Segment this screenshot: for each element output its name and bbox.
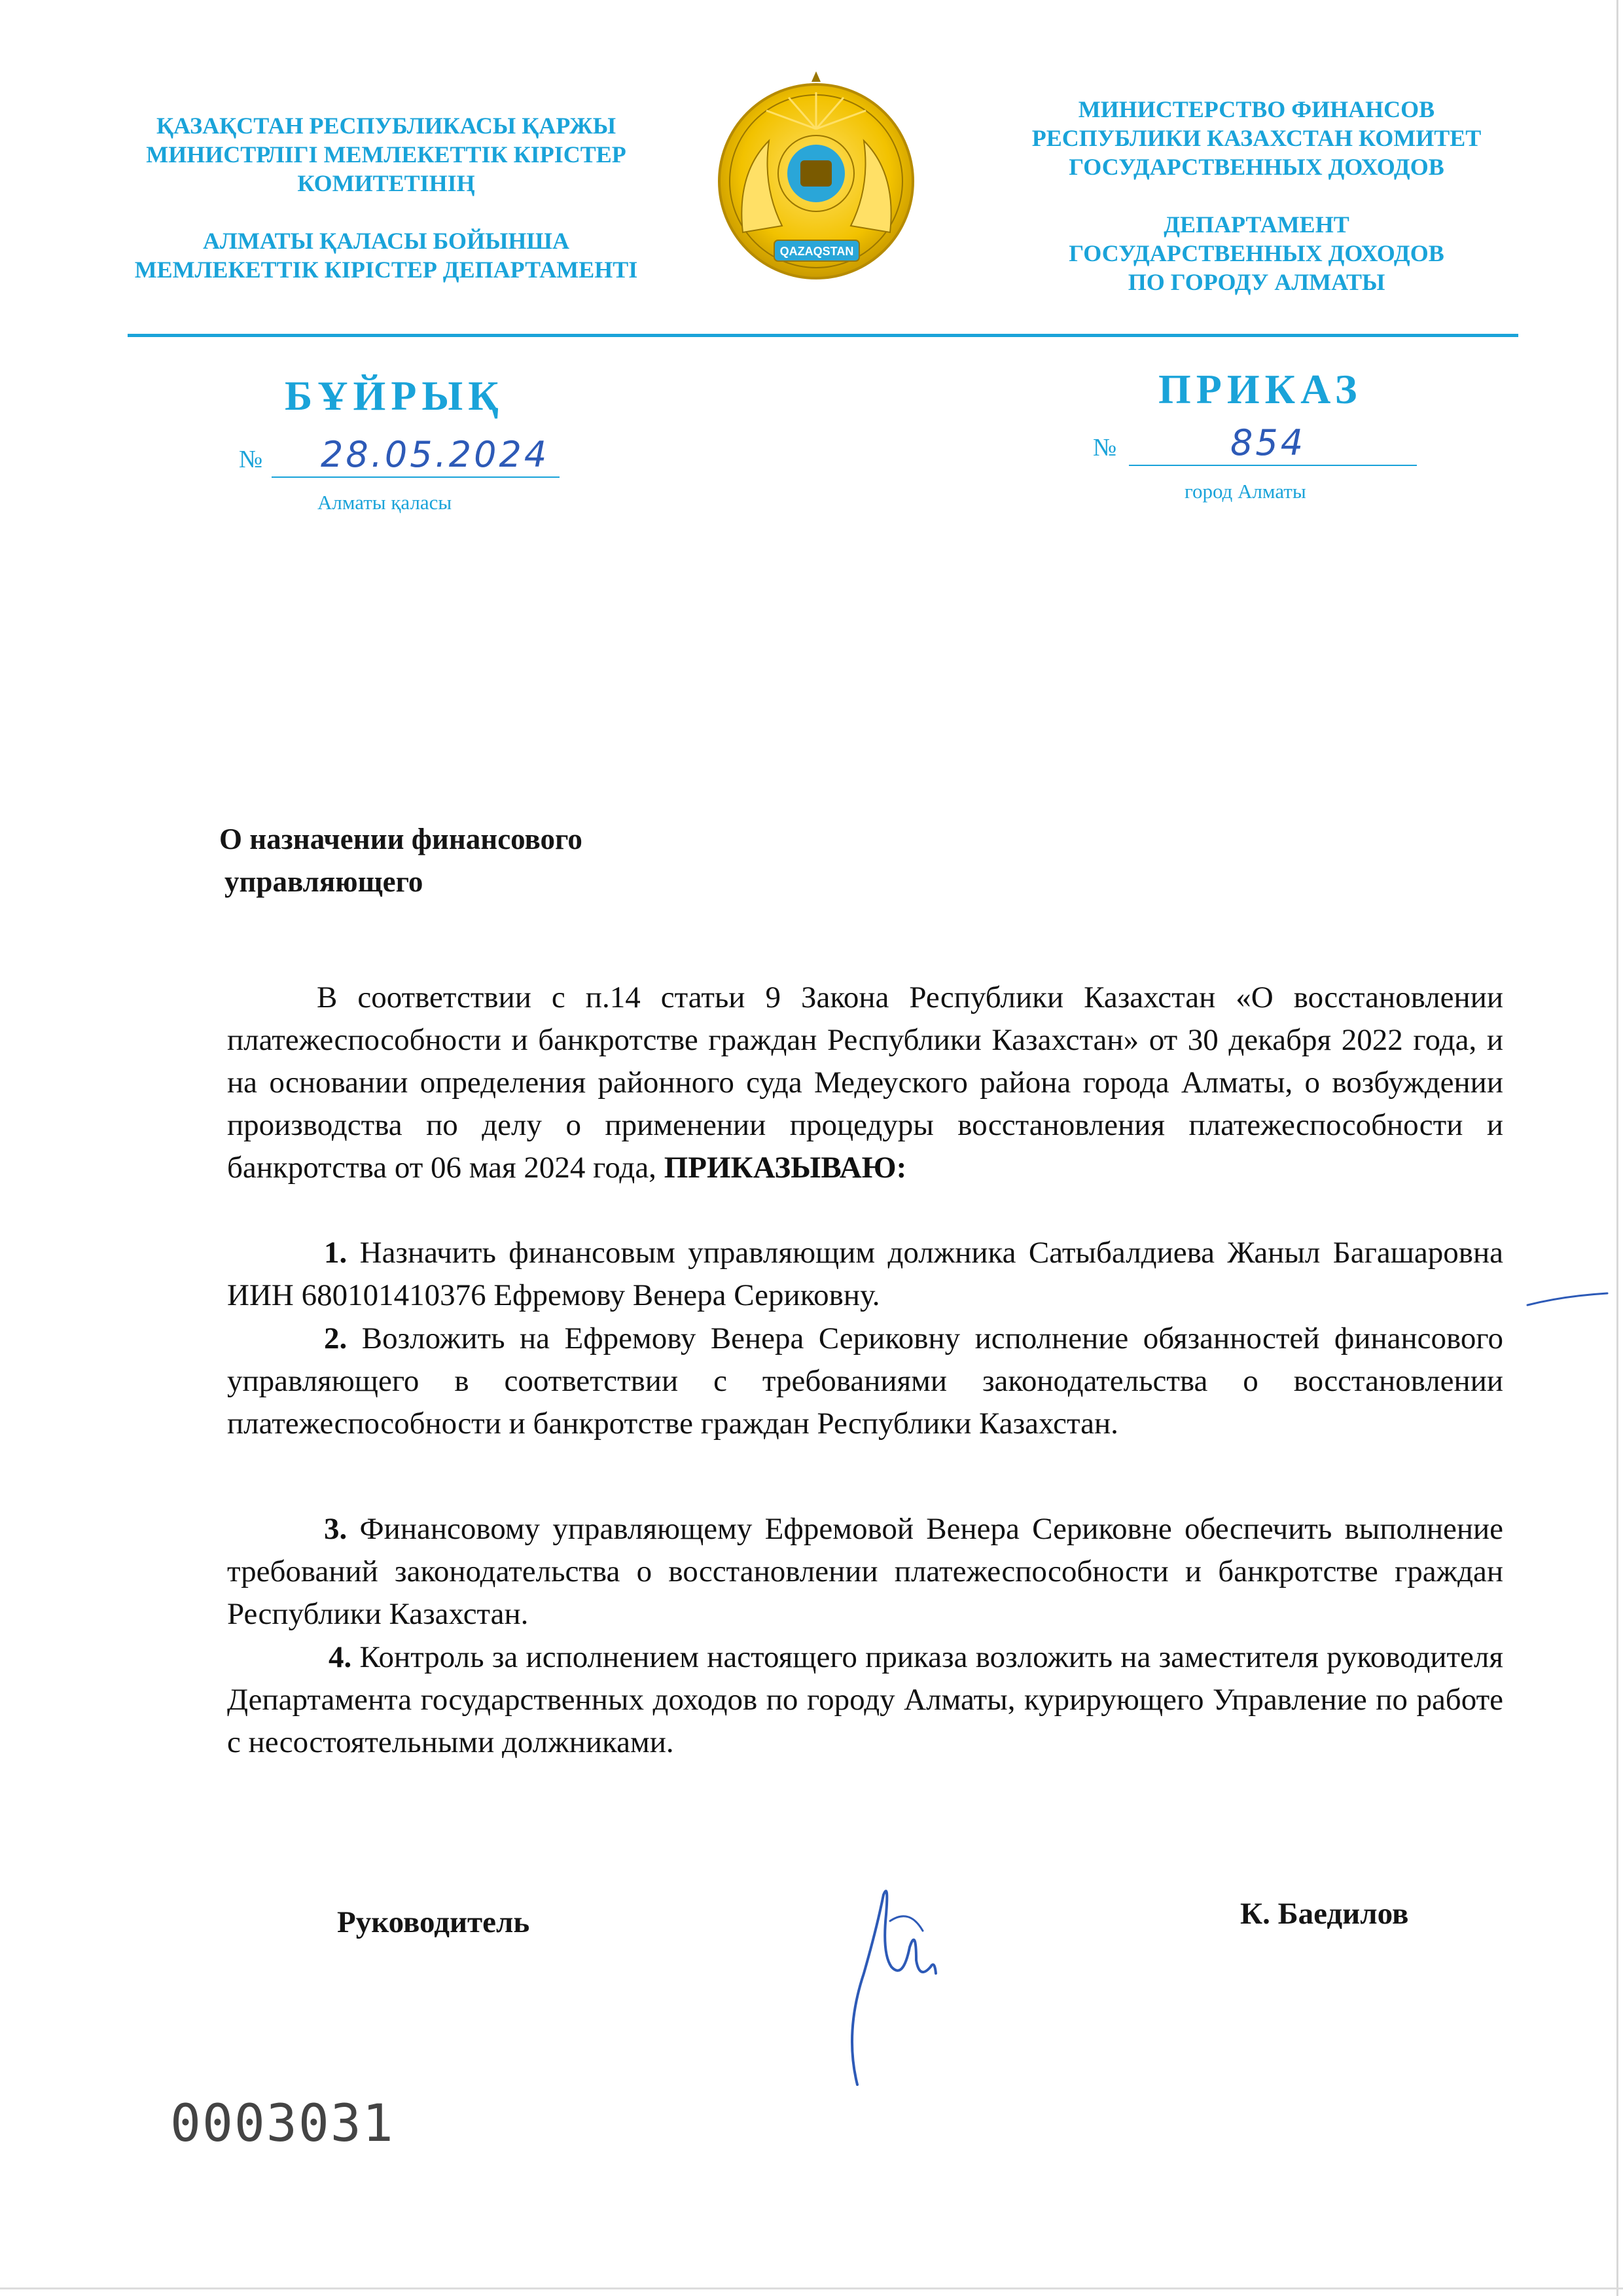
- number-underline: [1129, 465, 1417, 466]
- item-text: Возложить на Ефремову Венера Сериковну исполнение обязанностей финансового управляющего в соответствии с требованиями законодательства о восстановлении платежеспособности и банкротстве граждан Республики Казахстан.: [227, 1321, 1503, 1441]
- item-text: Назначить финансовым управляющим должника Сатыбалдиева Жаныл Багашаровна ИИН 680101410376 Ефремову Венера Сериковну.: [227, 1236, 1503, 1312]
- header-ru-line-1: МИНИСТЕРСТВО ФИНАНСОВ: [1078, 96, 1435, 122]
- scan-edge-bottom: [0, 2287, 1623, 2289]
- subject-line-2: управляющего: [224, 865, 423, 898]
- subject-line-1: О назначении финансового: [219, 823, 582, 855]
- header-ru-line-6: ПО ГОРОДУ АЛМАТЫ: [1128, 269, 1385, 295]
- header-kz-line-5: МЕМЛЕКЕТТІК КІРІСТЕР ДЕПАРТАМЕНТІ: [134, 257, 638, 283]
- city-russian: город Алматы: [1185, 480, 1306, 503]
- date-underline: [272, 476, 560, 478]
- order-subject: [219, 818, 582, 903]
- header-ru-line-3: ГОСУДАРСТВЕННЫХ ДОХОДОВ: [1069, 154, 1444, 180]
- order-item-2: [227, 1318, 1503, 1445]
- item-number: 2.: [324, 1321, 348, 1355]
- preamble-paragraph: [227, 977, 1503, 1189]
- header-ru-line-2: РЕСПУБЛИКИ КАЗАХСТАН КОМИТЕТ: [1031, 125, 1482, 151]
- order-date-line: [239, 434, 560, 478]
- handwritten-date: 28.05.2024: [321, 434, 550, 475]
- header-kz-line-1: ҚАЗАҚСТАН РЕСПУБЛИКАСЫ ҚАРЖЫ: [156, 113, 616, 139]
- number-sign: №: [239, 446, 263, 473]
- state-emblem-icon: [717, 69, 916, 295]
- order-item-1: [227, 1232, 1503, 1317]
- header-kz-line-3: КОМИТЕТІНІҢ: [297, 170, 475, 196]
- handwritten-signature: [818, 1869, 962, 2104]
- item-text: Контроль за исполнением настоящего приказа возложить на заместителя руководителя Департамента государственных доходов по городу Алматы, курирующего Управление по работе с несостоятельными должниками.: [227, 1640, 1503, 1759]
- header-russian: [955, 95, 1558, 296]
- pen-stroke-mark: [1525, 1289, 1610, 1309]
- order-title-kazakh: БҰЙРЫҚ: [285, 372, 504, 419]
- emblem-caption: QAZAQSTAN: [779, 245, 854, 258]
- order-directive: ПРИКАЗЫВАЮ:: [664, 1151, 907, 1185]
- serial-number: 0003031: [170, 2094, 395, 2153]
- header-divider: [128, 334, 1518, 337]
- signatory-name: К. Баедилов: [1240, 1897, 1409, 1931]
- item-number: 3.: [324, 1512, 348, 1546]
- item-number: 4.: [329, 1640, 352, 1674]
- order-item-3: [227, 1508, 1503, 1636]
- scan-edge-right: [1616, 0, 1618, 2296]
- header-ru-line-5: ГОСУДАРСТВЕННЫХ ДОХОДОВ: [1069, 240, 1444, 266]
- header-kz-line-4: АЛМАТЫ ҚАЛАСЫ БОЙЫНША: [203, 228, 569, 254]
- preamble-text: В соответствии с п.14 статьи 9 Закона Республики Казахстан «О восстановлении платежеспособности и банкротстве граждан Республики Казахстан» от 30 декабря 2022 года, и на основании определения районного суда Медеуского района города Алматы, о возбуждении производства по делу о применении процедуры восстановления платежеспособности и банкротства от 06 мая 2024 года,: [227, 980, 1503, 1185]
- handwritten-number: 854: [1230, 422, 1306, 463]
- order-item-4: [227, 1636, 1503, 1764]
- header-kazakh: [98, 111, 674, 284]
- order-number-line: [1093, 422, 1417, 466]
- header-ru-line-4: ДЕПАРТАМЕНТ: [1164, 211, 1349, 238]
- number-sign: №: [1093, 434, 1117, 461]
- item-number: 1.: [324, 1236, 348, 1270]
- item-text: Финансовому управляющему Ефремовой Венера Сериковне обеспечить выполнение требований законодательства о восстановлении платежеспособности и банкротстве граждан Республики Казахстан.: [227, 1512, 1503, 1631]
- city-kazakh: Алматы қаласы: [317, 491, 452, 514]
- signatory-role: Руководитель: [337, 1905, 530, 1939]
- header-kz-line-2: МИНИСТРЛІГІ МЕМЛЕКЕТТІК КІРІСТЕР: [146, 141, 626, 168]
- order-title-russian: ПРИКАЗ: [1158, 366, 1363, 412]
